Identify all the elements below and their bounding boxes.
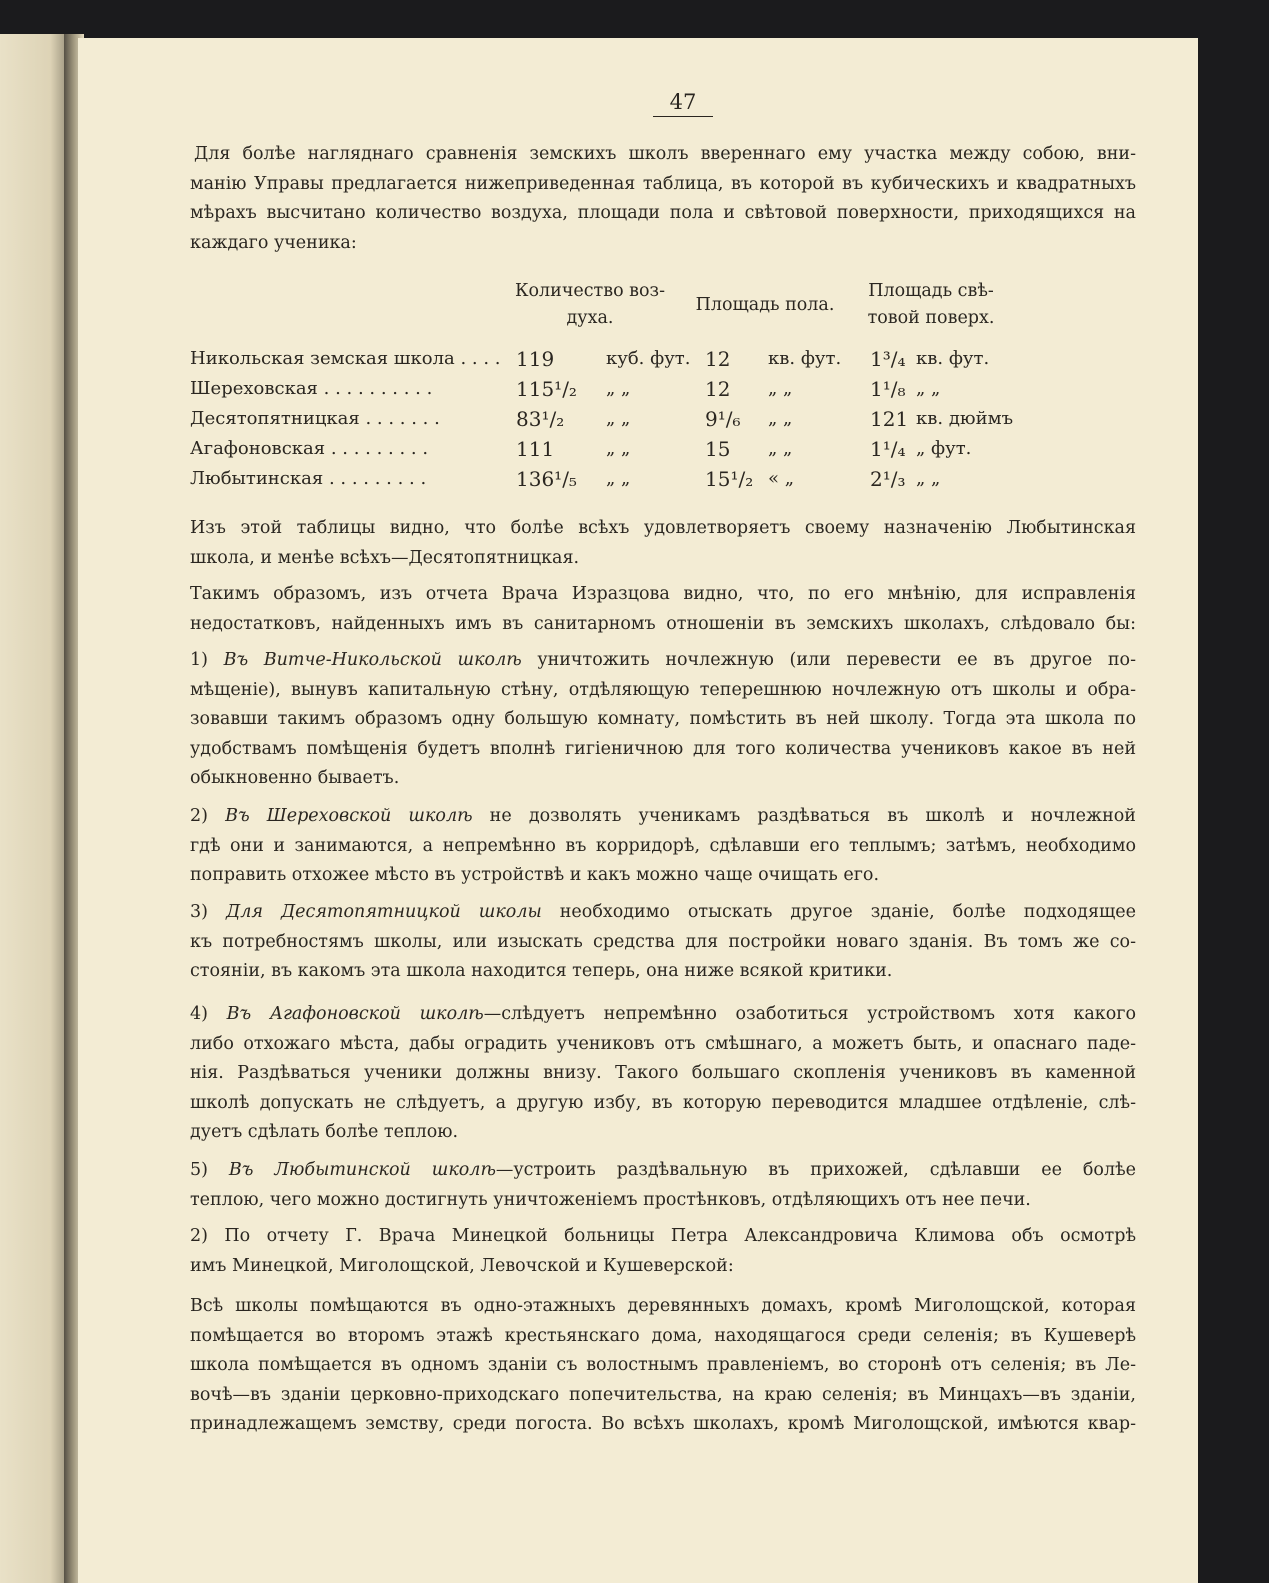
item-line: къ потребностямъ школы, или изыскать средства для постройки новаго зданія. Въ томъ же со-: [190, 931, 1136, 952]
air-value: 119: [516, 347, 555, 371]
school-heading: Для Десятопятницкой школы: [225, 902, 542, 922]
item-first-line: [190, 1000, 1136, 1030]
item-line: стояніи, въ какомъ эта школа находится теперь, она ниже всякой критики.: [190, 961, 893, 981]
final-paragraph: [190, 1292, 1136, 1440]
light-value: 121: [870, 407, 909, 431]
air-unit: „ „: [606, 438, 631, 459]
item-first-line: [190, 802, 1136, 832]
item-first-line: [190, 1156, 1136, 1186]
table-row: [190, 374, 1120, 404]
header-light: [856, 278, 1006, 332]
conclusion-line: школа, и менѣе всѣхъ—Десятопятницкая.: [190, 547, 580, 568]
item-2: [190, 802, 1136, 891]
school-heading: Въ Любытинской школѣ: [228, 1160, 496, 1180]
item-number: 5): [190, 1160, 208, 1180]
school-heading: Въ Агафоновской школѣ: [226, 1004, 484, 1024]
section-2-line: имъ Минецкой, Миголощской, Левочской и Кушеверской:: [190, 1255, 734, 1276]
school-name: Агафоновская . . . . . . . . .: [190, 438, 429, 459]
summary-line: недостатковъ, найденныхъ имъ въ санитарномъ отношеніи въ земскихъ школахъ, слѣдовало бы:: [190, 613, 1136, 634]
light-unit: „ „: [916, 378, 941, 399]
school-name: Любытинская . . . . . . . . .: [190, 468, 427, 489]
item-number: 1): [190, 650, 208, 670]
floor-value: 15¹/₂: [705, 467, 754, 491]
item-line: школѣ допускать не слѣдуетъ, а другую избу, въ которую переводится младшее отдѣленіе, слѣ-: [190, 1092, 1136, 1113]
page-number: 47: [653, 90, 713, 117]
air-value: 136¹/₅: [516, 467, 577, 491]
item-number: 3): [190, 902, 208, 922]
item-number: 4): [190, 1004, 208, 1024]
header-floor: [690, 292, 840, 319]
book-page: [78, 38, 1198, 1583]
light-value: 1³/₄: [870, 347, 906, 371]
floor-value: 12: [705, 377, 731, 401]
floor-unit: кв. фут.: [768, 348, 842, 369]
floor-unit: „ „: [768, 408, 793, 429]
item-text: —слѣдуетъ непремѣнно озаботиться устройствомъ хотя какого: [483, 1004, 1136, 1024]
air-unit: „ „: [606, 408, 631, 429]
item-1: [190, 646, 1136, 794]
item-text: —устроить раздѣвальную въ прихожей, сдѣлавши ее болѣе: [495, 1160, 1136, 1180]
final-line: помѣщается во второмъ этажѣ крестьянскаго дома, находящагося среди селенія; въ Кушеверѣ: [190, 1325, 1136, 1346]
air-value: 83¹/₂: [516, 407, 565, 431]
item-line: поправить отхожее мѣсто въ устройствѣ и какъ можно чаще очищать его.: [190, 865, 880, 885]
summary-line: Такимъ образомъ, изъ отчета Врача Изразцова видно, что, по его мнѣнію, для исправленія: [190, 584, 1136, 604]
item-line: удобствамъ помѣщенія будетъ вполнѣ гигіеничною для того количества учениковъ какое въ ней: [190, 738, 1136, 759]
light-value: 1¹/₄: [870, 437, 906, 461]
final-line: Всѣ школы помѣщаются въ одно-этажныхъ деревянныхъ домахъ, кромѣ Миголощской, которая: [190, 1296, 1136, 1316]
floor-value: 12: [705, 347, 731, 371]
left-page-edge: [0, 34, 72, 1583]
header-floor-line: Площадь пола.: [695, 295, 835, 315]
final-line: школа помѣщается въ одномъ зданіи съ волостнымъ правленіемъ, во сторонѣ отъ селенія; въ Ле-: [190, 1355, 1136, 1375]
school-name: Никольская земская школа . . . .: [190, 348, 501, 369]
item-line: дуетъ сдѣлать болѣе теплою.: [190, 1122, 459, 1142]
item-number: 2): [190, 806, 208, 826]
header-light-line: Площадь свѣ-: [868, 281, 994, 301]
header-air: [510, 278, 670, 332]
school-name: Десятопятницкая . . . . . . .: [190, 408, 440, 429]
intro-line: манію Управы предлагается нижеприведенная таблица, въ которой въ кубическихъ и квадратныхъ: [190, 173, 1136, 194]
section-2-line: 2) По отчету Г. Врача Минецкой больницы Петра Александровича Климова объ осмотрѣ: [190, 1226, 1136, 1246]
conclusion-line: Изъ этой таблицы видно, что болѣе всѣхъ удовлетворяетъ своему назначенію Любытинская: [190, 518, 1136, 538]
item-line: обыкновенно бываетъ.: [190, 768, 400, 788]
table-row: [190, 464, 1120, 494]
air-unit: „ „: [606, 468, 631, 489]
light-unit: „ „: [916, 468, 941, 489]
item-line: зовавши такимъ образомъ одну большую комнату, помѣстить въ ней школу. Тогда эта школа по: [190, 709, 1136, 729]
floor-value: 15: [705, 437, 731, 461]
item-line: либо отхожаго мѣста, дабы оградить учениковъ отъ смѣшнаго, а можетъ быть, и опаснаго паде-: [190, 1033, 1136, 1054]
final-line: принадлежащемъ земству, среди погоста. Во всѣхъ школахъ, кромѣ Миголощской, имѣются квар-: [190, 1414, 1136, 1434]
table-row: [190, 404, 1120, 434]
intro-paragraph: [190, 140, 1136, 258]
light-unit: „ фут.: [916, 438, 972, 459]
table-row: [190, 434, 1120, 464]
school-heading: Въ Шереховской школѣ: [225, 806, 473, 826]
school-name: Шереховская . . . . . . . . . .: [190, 378, 433, 399]
intro-line: мѣрахъ высчитано количество воздуха, площади пола и свѣтовой поверхности, приходящихся на: [190, 203, 1136, 223]
conclusion-paragraph: [190, 514, 1136, 573]
item-line: мѣщеніе), вынувъ капитальную стѣну, отдѣляющую теперешнюю ночлежную отъ школы и обра-: [190, 679, 1136, 700]
item-text: не дозволять ученикамъ раздѣваться въ школѣ и ночлежной: [489, 806, 1136, 826]
light-value: 2¹/₃: [870, 467, 906, 491]
header-air-line: Количество воз-: [514, 281, 666, 301]
air-value: 111: [516, 437, 555, 461]
item-first-line: [190, 646, 1136, 676]
floor-unit: « „: [768, 468, 795, 489]
floor-unit: „ „: [768, 438, 793, 459]
item-text: уничтожить ночлежную (или перевести ее въ другое по-: [537, 650, 1136, 670]
header-air-line: духа.: [566, 308, 614, 328]
header-light-line: товой поверх.: [867, 308, 995, 328]
item-line: теплою, чего можно достигнуть уничтоженіемъ простѣнковъ, отдѣляющихъ отъ нее печи.: [190, 1189, 1031, 1210]
table-row: [190, 344, 1120, 374]
light-unit: кв. фут.: [916, 348, 990, 369]
final-line: вочѣ—въ зданіи церковно-приходскаго попечительства, на краю селенія; въ Минцахъ—въ зданіи,: [190, 1384, 1136, 1405]
item-line: нія. Раздѣваться ученики должны внизу. Такого большаго скопленія учениковъ въ каменной: [190, 1063, 1136, 1083]
intro-line: Для болѣе нагляднаго сравненія земскихъ школъ ввереннаго ему участка между собою, вни-: [194, 144, 1136, 164]
air-value: 115¹/₂: [516, 377, 577, 401]
item-4: [190, 1000, 1136, 1148]
air-unit: куб. фут.: [606, 348, 691, 369]
item-first-line: [190, 898, 1136, 928]
air-unit: „ „: [606, 378, 631, 399]
item-3: [190, 898, 1136, 987]
intro-line: каждаго ученика:: [190, 232, 357, 253]
section-2-paragraph: [190, 1222, 1136, 1281]
item-line: гдѣ они и занимаются, а непремѣнно въ корридорѣ, сдѣлавши его теплымъ; затѣмъ, необходимо: [190, 835, 1136, 856]
school-heading: Въ Витче-Никольской школѣ: [223, 650, 522, 670]
summary-paragraph: [190, 580, 1136, 639]
light-unit: кв. дюймъ: [916, 408, 1014, 429]
item-text: необходимо отыскать другое зданіе, болѣе подходящее: [559, 902, 1136, 922]
floor-unit: „ „: [768, 378, 793, 399]
light-value: 1¹/₈: [870, 377, 906, 401]
floor-value: 9¹/₆: [705, 407, 741, 431]
item-5: [190, 1156, 1136, 1215]
